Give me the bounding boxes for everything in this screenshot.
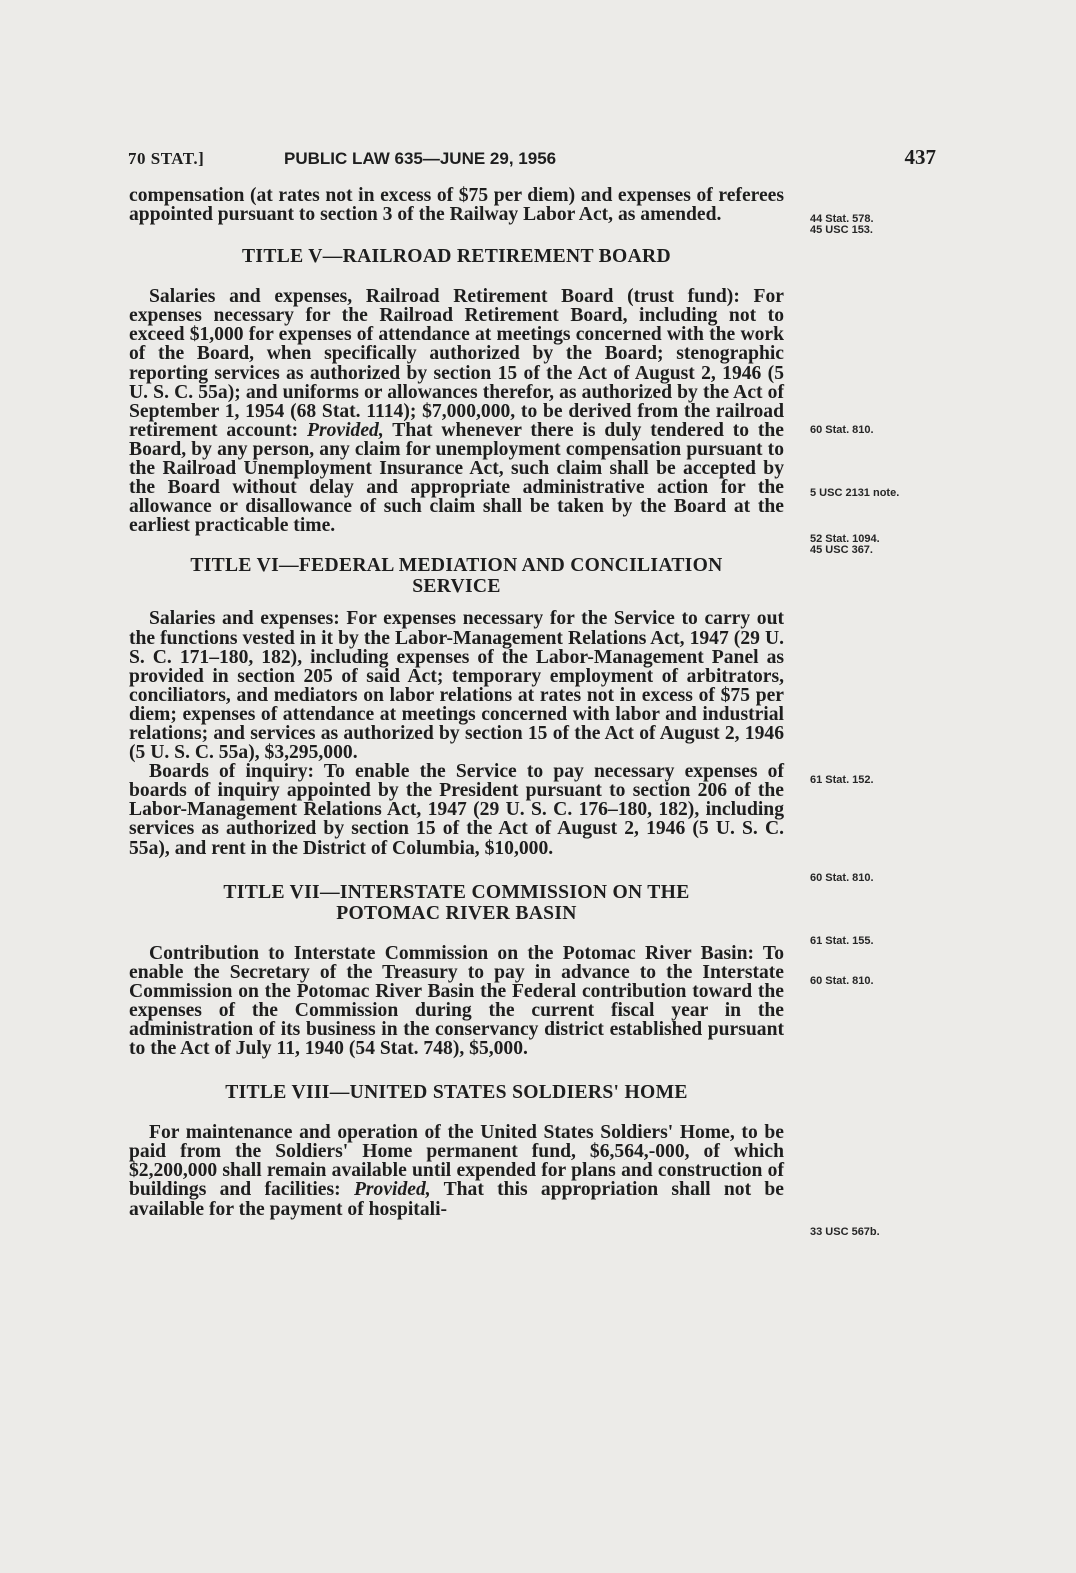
title-line: TITLE VII—INTERSTATE COMMISSION ON THE [223,881,690,903]
title-line: SERVICE [412,576,501,598]
margin-citation: 60 Stat. 810. [810,872,874,884]
title-vi-heading [129,555,784,597]
title-viii-heading: TITLE VIII—UNITED STATES SOLDIERS' HOME [225,1082,688,1104]
paragraph-text: Salaries and expenses, Railroad Retirement Board (trust fund): For expenses necessary for the Railroad Retirement Board, including not to exceed $1,000 for expenses of attendance at meetings concerned with the work of the Board, when specifically authorized by the Board; stenographic reporting services as authorized by section 15 of the Act of August 2, 1946 (5 U. S. C. 55a); and uniforms or allowances therefor, as authorized by the Act of September 1, 1954 (68 Stat. 1114); $7,000,000, to be derived from the railroad retirement account: [129,286,784,441]
page-number: 437 [904,145,936,169]
volume-reference: 70 STAT.] [128,149,205,168]
running-title: PUBLIC LAW 635—JUNE 29, 1956 [284,149,557,168]
paragraph-railroad-retirement [129,287,784,535]
margin-citation: 61 Stat. 155. [810,935,874,947]
margin-citation: 61 Stat. 152. [810,774,874,786]
margin-citation: 60 Stat. 810. [810,424,874,436]
citation-line: 45 USC 153. [810,224,873,236]
paragraph-soldiers-home [129,1123,784,1218]
title-vii-heading [129,882,784,924]
margin-citation: 5 USC 2131 note. [810,487,900,499]
paragraph-text: That this appropriation shall not be available for the payment of hospitali- [129,1179,784,1220]
title-line: POTOMAC RIVER BASIN [336,902,577,924]
margin-citation: 33 USC 567b. [810,1226,880,1238]
citation-line: 44 Stat. 578. [810,213,874,225]
title-line: TITLE VI—FEDERAL MEDIATION AND CONCILIATION [190,555,723,577]
citation-line: 45 USC 367. [810,544,873,556]
citation-line: 52 Stat. 1094. [810,533,880,545]
body-text [129,186,784,1219]
paragraph-text: That whenever there is duly tendered to the Board, by any person, any claim for unemployment compensation pursuant to the Railroad Unemployment Insurance Act, such claim shall be accepted by the Board without delay and appropriate administrative action for the allowance or disallowance of such claim shall be taken by the Board at the earliest practicable time. [129,419,785,537]
paragraph-intro: compensation (at rates not in excess of $75 per diem) and expenses of referees appointed pursuant to section 3 of the Railway Labor Act, as amended. [129,185,784,226]
provided-label: Provided, [307,419,384,441]
title-v-heading: TITLE V—RAILROAD RETIREMENT BOARD [242,246,671,268]
paragraph-text: For maintenance and operation of the United States Soldiers' Home, to be paid from the Soldiers' Home permanent fund, $6,564,-000, of which $2,200,000 shall remain available until expended for plans and construction of buildings and facilities: [129,1122,784,1201]
running-header [128,145,936,175]
margin-citation [810,214,874,236]
paragraph-boards-of-inquiry: Boards of inquiry: To enable the Service to pay necessary expenses of boards of inquiry appointed by the President pursuant to section 206 of the Labor-Management Relations Act, 1947 (29 U. S. C. 176–180, 182), including services as authorized by section 15 of the Act of August 2, 1946 (5 U. S. C. 55a), and rent in the District of Columbia, $10,000. [129,761,784,859]
paragraph-mediation-salaries: Salaries and expenses: For expenses necessary for the Service to carry out the functions vested in it by the Labor-Management Relations Act, 1947 (29 U. S. C. 171–180, 182), including expenses of the Labor-Management Panel as provided in section 205 of said Act; temporary employment of arbitrators, conciliators, and mediators on labor relations at rates not in excess of $75 per diem; expenses of attendance at meetings concerned with labor and industrial relations; and services as authorized by section 15 of the Act of August 2, 1946 (5 U. S. C. 55a), $3,295,000. [129,608,784,764]
margin-citation: 60 Stat. 810. [810,975,874,987]
provided-label: Provided, [353,1179,431,1201]
paragraph-potomac: Contribution to Interstate Commission on the Potomac River Basin: To enable the Secretary of the Treasury to pay in advance to the Interstate Commission on the Potomac River Basin the Federal contribution toward the expenses of the Commission during the current fiscal year in the administration of its business in the conservancy district established pursuant to the Act of July 11, 1940 (54 Stat. 748), $5,000. [129,942,784,1060]
margin-citation [810,534,880,556]
